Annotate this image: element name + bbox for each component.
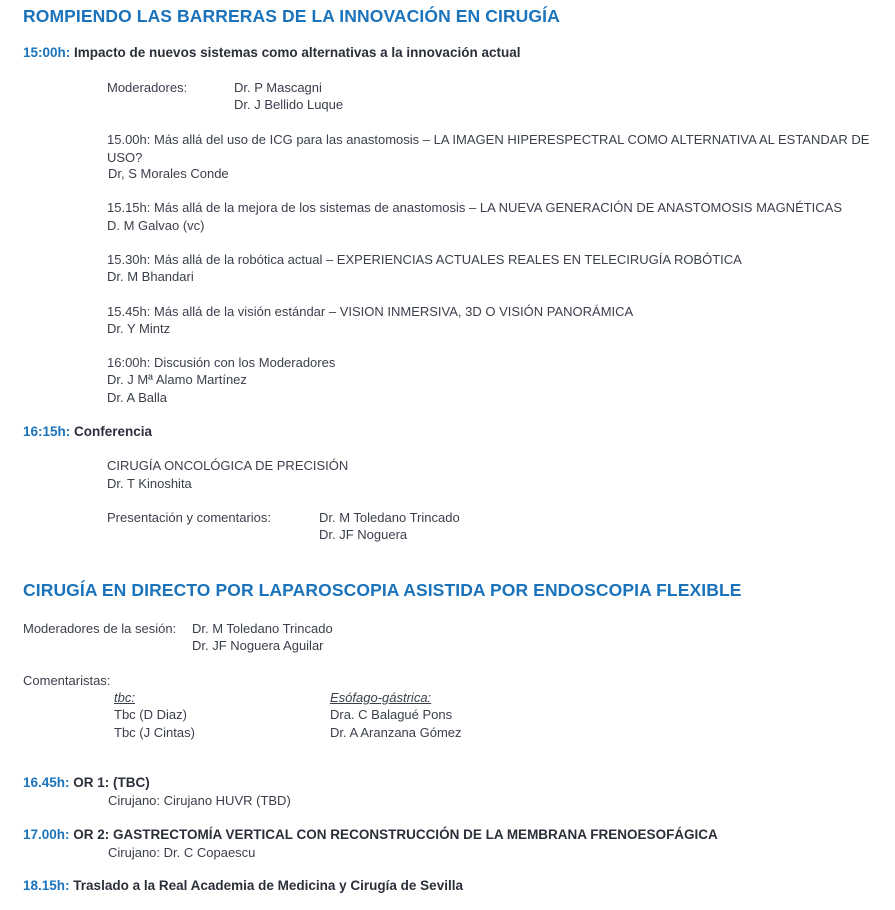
session-time: 15:00h: [23,45,71,60]
session-title: Impacto de nuevos sistemas como alternativas a la innovación actual [74,45,521,60]
moderators-label: Moderadores: [107,80,188,95]
discussion-speaker: Dr. J Mª Alamo Martínez [107,372,247,387]
session-moderators-label: Moderadores de la sesión: [23,621,177,636]
talk-speaker: Dr, S Morales Conde [108,166,229,181]
talk-speaker: Dr. M Bhandari [107,269,194,284]
commentator-name: Dr. A Aranzana Gómez [330,725,462,740]
session-heading [23,45,520,60]
or1-time: 16.45h: [23,775,70,790]
session-moderator-name: Dr. JF Noguera Aguilar [192,638,324,653]
conference-time: 16:15h: [23,424,71,439]
session-moderator-name: Dr. M Toledano Trincado [192,621,333,636]
transfer-heading [23,878,463,893]
or1-surgeon: Cirujano: Cirujano HUVR (TBD) [108,793,291,808]
talk-title: 15.00h: Más allá del uso de ICG para las anastomosis – LA IMAGEN HIPERESPECTRAL COMO ALTERNATIVA AL ESTANDAR DE USO? [107,132,870,165]
section-title-live-surgery: CIRUGÍA EN DIRECTO POR LAPAROSCOPIA ASISTIDA POR ENDOSCOPIA FLEXIBLE [23,580,742,600]
section-title-innovation: ROMPIENDO LAS BARRERAS DE LA INNOVACIÓN EN CIRUGÍA [23,6,560,26]
presentation-label: Presentación y comentarios: [107,510,272,525]
or1-title: OR 1: (TBC) [73,775,150,790]
or1-heading [23,775,150,790]
moderator-name: Dr. J Bellido Luque [234,97,344,112]
commentator-name: Dra. C Balagué Pons [330,707,453,722]
commentator-name: Tbc (D Diaz) [114,707,187,722]
talk-title: 15.45h: Más allá de la visión estándar – VISION INMERSIVA, 3D O VISIÓN PANORÁMICA [107,304,634,319]
presenter-name: Dr. JF Noguera [319,527,408,542]
commentator-name: Tbc (J Cintas) [114,725,195,740]
conference-heading [23,424,152,439]
transfer-title: Traslado a la Real Academia de Medicina y Cirugía de Sevilla [73,878,463,893]
talk-speaker: D. M Galvao (vc) [107,218,205,233]
commentators-col2-header: Esófago-gástrica: [330,690,432,705]
conference-title: CIRUGÍA ONCOLÓGICA DE PRECISIÓN [107,458,349,473]
transfer-time: 18.15h: [23,878,70,893]
conference-speaker: Dr. T Kinoshita [107,476,192,491]
talk-title: 15.15h: Más allá de la mejora de los sistemas de anastomosis – LA NUEVA GENERACIÓN DE ANASTOMOSIS MAGNÉTICAS [107,200,843,215]
discussion-speaker: Dr. A Balla [107,390,167,405]
or2-title: OR 2: GASTRECTOMÍA VERTICAL CON RECONSTRUCCIÓN DE LA MEMBRANA FRENOESOFÁGICA [73,827,718,842]
talk-title: 15.30h: Más allá de la robótica actual – EXPERIENCIAS ACTUALES REALES EN TELECIRUGÍA ROBÓTICA [107,252,742,267]
or2-surgeon: Cirujano: Dr. C Copaescu [108,845,256,860]
presenter-name: Dr. M Toledano Trincado [319,510,460,525]
discussion-title: 16:00h: Discusión con los Moderadores [107,355,336,370]
or2-heading [23,827,718,842]
moderator-name: Dr. P Mascagni [234,80,322,95]
commentators-col1-header: tbc: [114,690,135,705]
or2-time: 17.00h: [23,827,70,842]
talk-speaker: Dr. Y Mintz [107,321,171,336]
commentators-label: Comentaristas: [23,673,111,688]
conference-label: Conferencia [74,424,153,439]
